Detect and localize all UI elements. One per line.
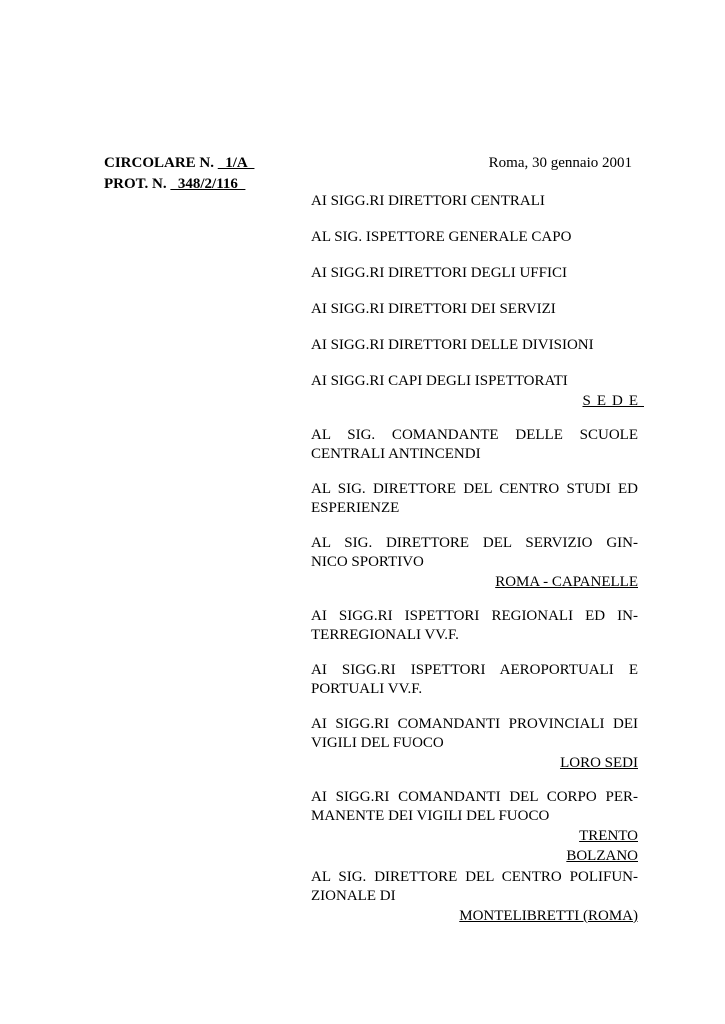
recipient-line: AI SIGG.RI COMANDANTI DEL CORPO PER- xyxy=(311,789,638,805)
recipient-10 xyxy=(311,607,638,645)
recipient-8 xyxy=(311,480,638,518)
location-sede xyxy=(311,391,644,411)
recipient-line: NICO SPORTIVO xyxy=(311,554,424,570)
circolare-label: CIRCOLARE N. xyxy=(104,155,215,171)
recipient-line: TERREGIONALI VV.F. xyxy=(311,627,459,643)
recipient-14 xyxy=(311,868,638,906)
recipient-line: AI SIGG.RI DIRETTORI DEI SERVIZI xyxy=(311,301,556,317)
recipient-line: AI SIGG.RI DIRETTORI DELLE DIVISIONI xyxy=(311,337,594,353)
document-date: Roma, 30 gennaio 2001 xyxy=(488,155,632,171)
recipient-7 xyxy=(311,426,638,464)
location-roma-capannelle xyxy=(311,572,638,592)
recipient-line: AI SIGG.RI DIRETTORI CENTRALI xyxy=(311,193,545,209)
recipient-12 xyxy=(311,715,638,753)
recipient-line: AL SIG. DIRETTORE DEL SERVIZIO GIN- xyxy=(311,535,638,551)
location-label: ROMA - CAPANELLE xyxy=(495,574,638,590)
circolare-number xyxy=(104,153,254,174)
recipient-line: AL SIG. COMANDANTE DELLE SCUOLE xyxy=(311,427,638,443)
recipient-line: AI SIGG.RI ISPETTORI REGIONALI ED IN- xyxy=(311,608,638,624)
recipient-9 xyxy=(311,534,638,572)
recipients-list xyxy=(311,192,644,926)
location-label: LORO SEDI xyxy=(560,755,638,771)
prot-value: 348/2/116 xyxy=(170,176,246,192)
location-montelibretti xyxy=(311,906,638,926)
location-label: TRENTO xyxy=(579,828,638,844)
recipient-line: ESPERIENZE xyxy=(311,500,400,516)
recipient-line: AL SIG. DIRETTORE DEL CENTRO POLIFUN- xyxy=(311,869,638,885)
circolare-value: 1/A xyxy=(217,155,255,171)
recipient-6 xyxy=(311,372,638,391)
recipient-13 xyxy=(311,788,638,826)
location-bolzano xyxy=(311,846,638,866)
recipient-3 xyxy=(311,264,638,283)
recipient-line: AI SIGG.RI DIRETTORI DEGLI UFFICI xyxy=(311,265,567,281)
recipient-4 xyxy=(311,300,638,319)
recipient-2 xyxy=(311,228,638,247)
recipient-line: AI SIGG.RI COMANDANTI PROVINCIALI DEI xyxy=(311,716,638,732)
recipient-5 xyxy=(311,336,638,355)
recipient-line: AI SIGG.RI ISPETTORI AEROPORTUALI E xyxy=(311,662,638,678)
recipient-11 xyxy=(311,661,638,699)
reference-block xyxy=(104,153,254,195)
recipient-line: PORTUALI VV.F. xyxy=(311,681,423,697)
recipient-1 xyxy=(311,192,638,211)
recipient-line: CENTRALI ANTINCENDI xyxy=(311,446,481,462)
recipient-line: VIGILI DEL FUOCO xyxy=(311,735,444,751)
location-trento xyxy=(311,826,638,846)
prot-label: PROT. N. xyxy=(104,176,167,192)
location-loro-sedi xyxy=(311,753,638,773)
recipient-line: AL SIG. ISPETTORE GENERALE CAPO xyxy=(311,229,572,245)
recipient-line: ZIONALE DI xyxy=(311,888,396,904)
location-label: BOLZANO xyxy=(566,848,638,864)
recipient-line: AL SIG. DIRETTORE DEL CENTRO STUDI ED xyxy=(311,481,638,497)
location-label: MONTELIBRETTI (ROMA) xyxy=(459,908,638,924)
recipient-line: MANENTE DEI VIGILI DEL FUOCO xyxy=(311,808,550,824)
recipient-line: AI SIGG.RI CAPI DEGLI ISPETTORATI xyxy=(311,373,568,389)
protocol-number xyxy=(104,174,254,195)
location-label: SEDE xyxy=(582,393,644,409)
